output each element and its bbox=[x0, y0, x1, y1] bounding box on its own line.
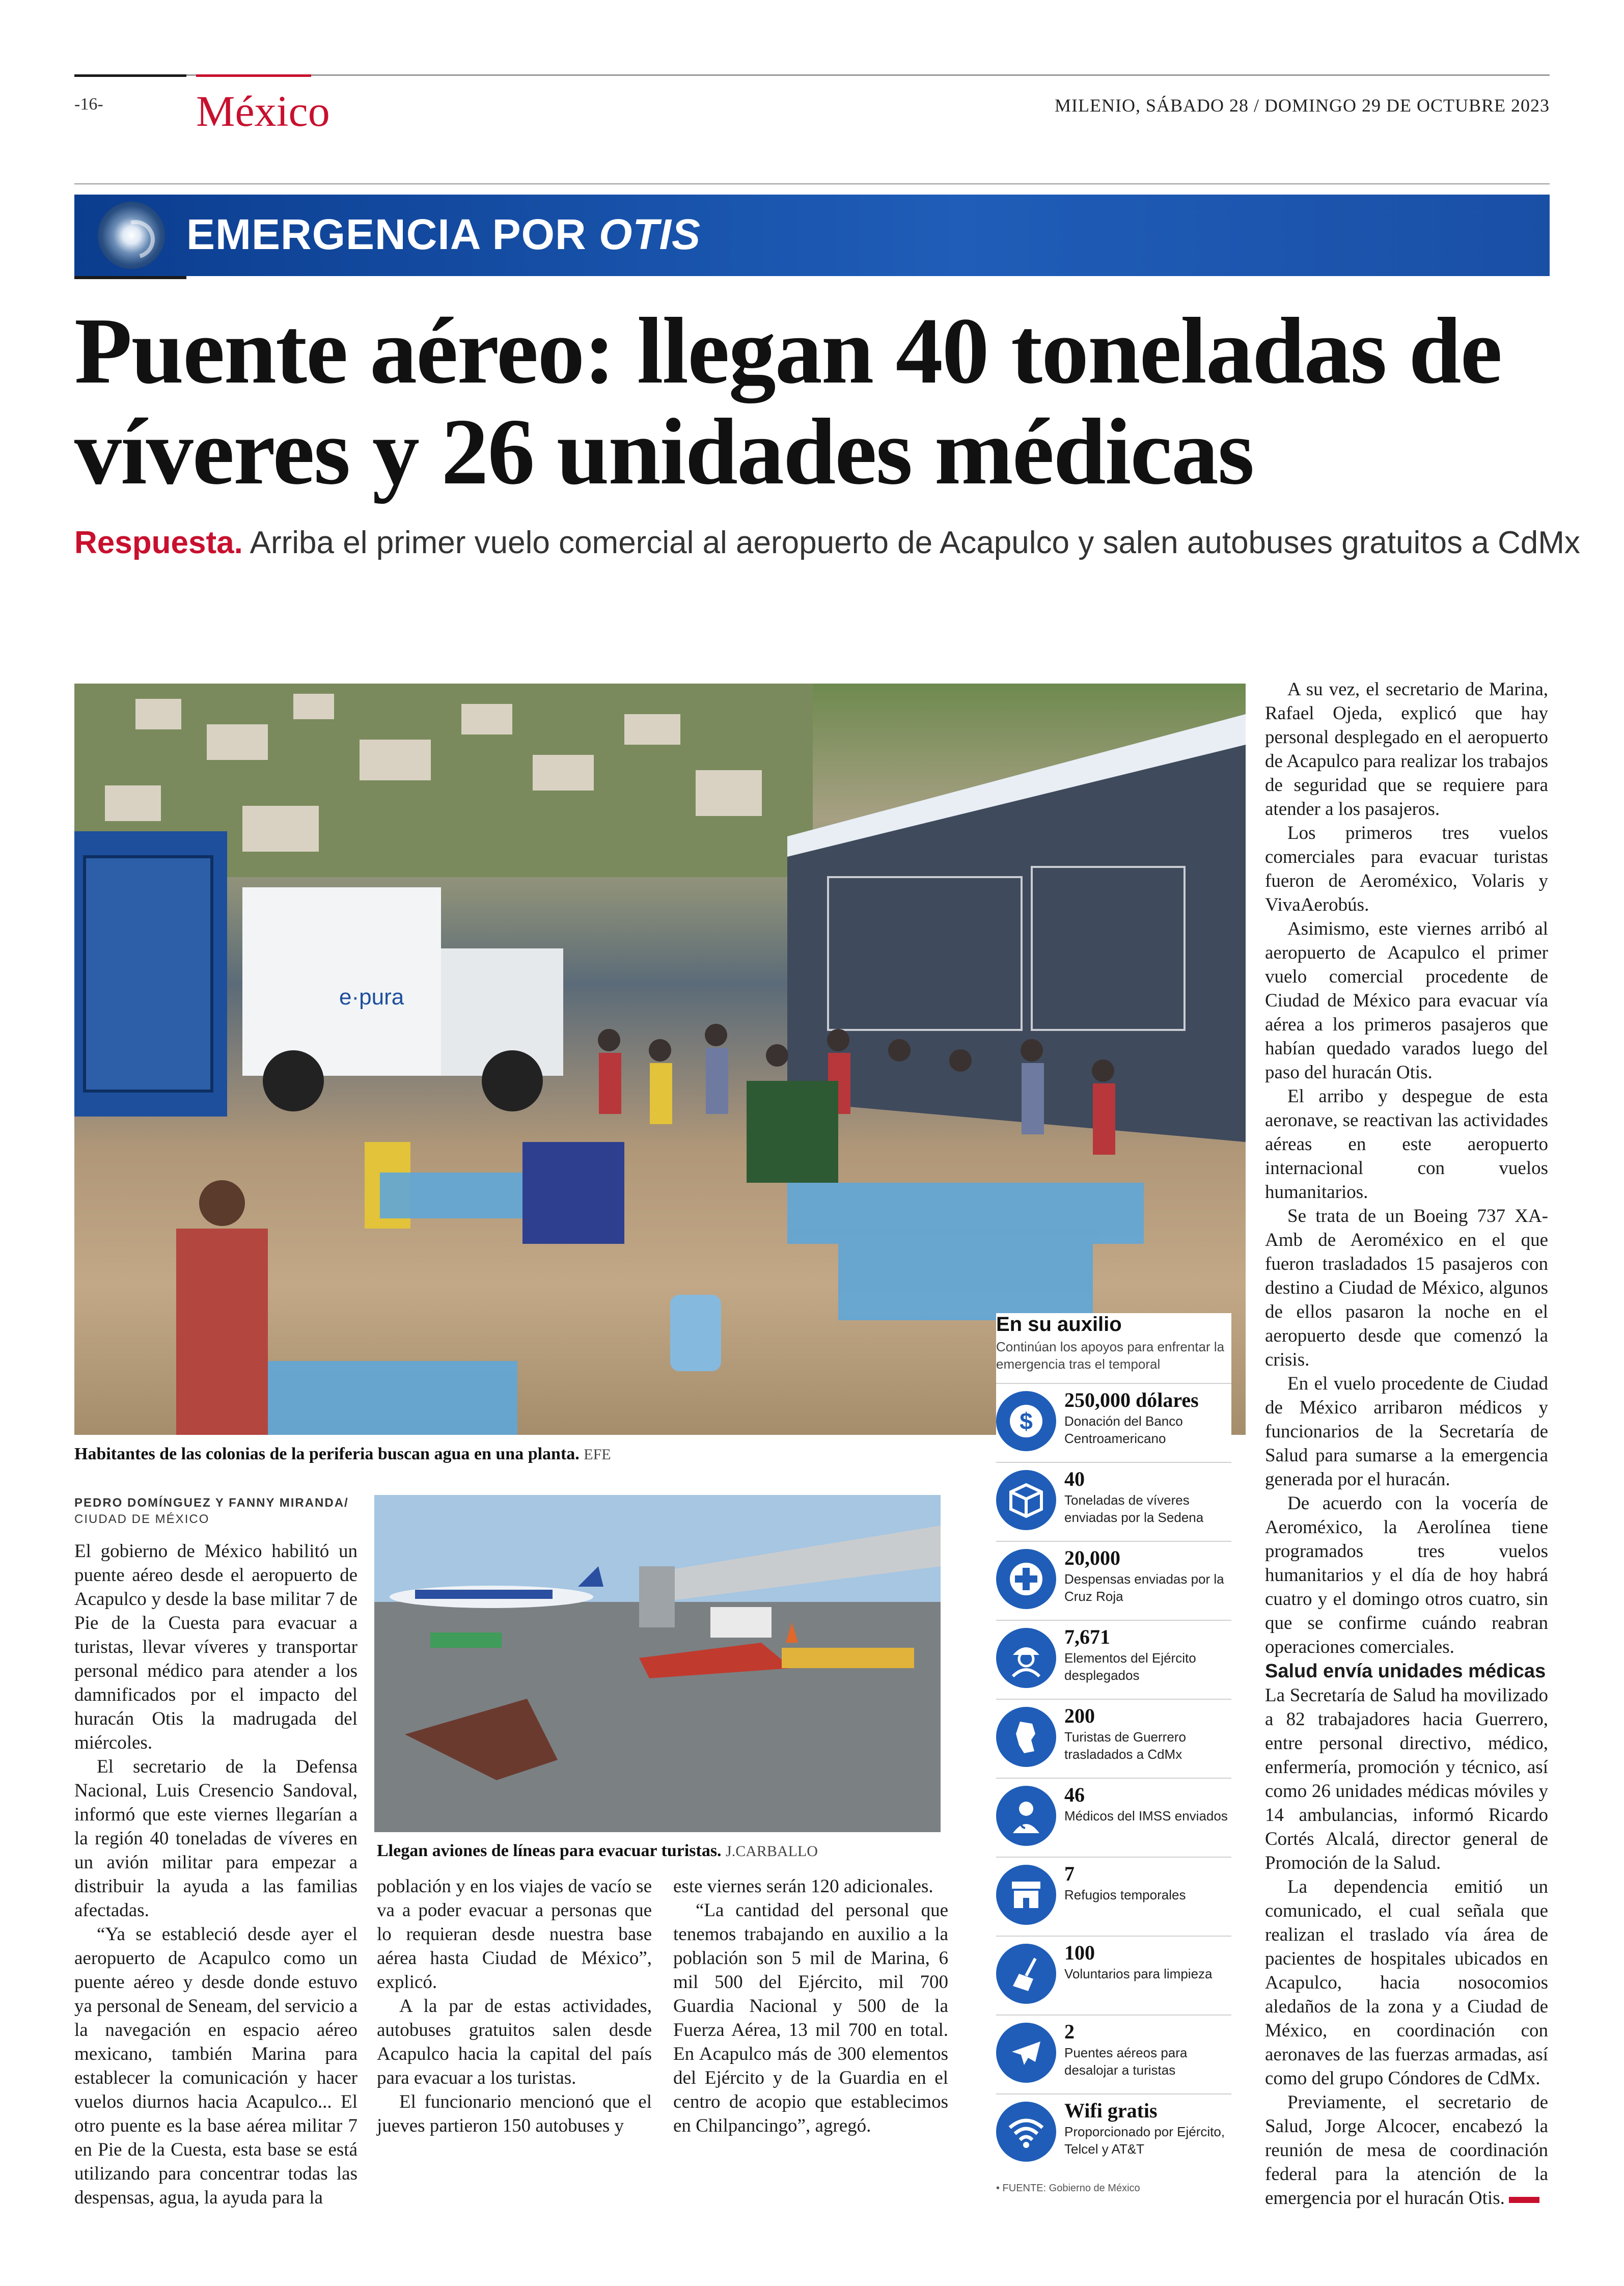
main-caption-credit: EFE bbox=[584, 1446, 611, 1463]
dateline: MILENIO, SÁBADO 28 / DOMINGO 29 DE OCTUBRE 2023 bbox=[1055, 95, 1550, 116]
map-icon bbox=[996, 1707, 1056, 1767]
info-item bbox=[996, 1936, 1231, 2015]
infographic-subtitle: Continúan los apoyos para enfrentar la emergencia tras el temporal bbox=[996, 1339, 1225, 1372]
emergency-banner bbox=[74, 195, 1550, 276]
header-rule bbox=[74, 183, 1550, 184]
paragraph: De acuerdo con la vocería de Aeroméxico, la Aerolínea tiene programados tres vuelos humanitarios y el día de hoy habrá cuatro y el domingo otros cuatro, sin que se confirme cuándo reabran operaciones comerciales. bbox=[1265, 1493, 1548, 1657]
end-mark bbox=[1509, 2197, 1539, 2203]
info-description: Puentes aéreos para desalojar a turistas bbox=[1064, 2045, 1188, 2078]
byline-place: CIUDAD DE MÉXICO bbox=[74, 1512, 210, 1526]
byline: PEDRO DOMÍNGUEZ Y FANNY MIRANDA/ CIUDAD DE MÉXICO bbox=[74, 1496, 349, 1526]
info-number: 2 bbox=[1064, 2020, 1075, 2043]
paragraph: A su vez, el secretario de Marina, Rafael Ojeda, explicó que hay personal desplegado en el aeropuerto de Acapulco para realizar los trabajos de seguridad que se requiere para atender a los pasajeros. bbox=[1265, 679, 1548, 820]
article-column-1 bbox=[74, 1539, 357, 2210]
info-number: 250,000 dólares bbox=[1064, 1389, 1199, 1411]
airport-scene bbox=[374, 1495, 941, 1832]
paragraph-text: Previamente, el secretario de Salud, Jorge Alcocer, encabezó la reunión de mesa de coordinación federal para la atención de la emergencia por el huracán Otis. bbox=[1265, 2092, 1548, 2209]
paragraph: En el vuelo procedente de Ciudad de México arribaron médicos y funcionarios de la Secretaría de Salud para sumarse a la emergencia generada por el huracán. bbox=[1265, 1373, 1548, 1490]
info-description: Refugios temporales bbox=[1064, 1887, 1186, 1902]
paragraph: este viernes serán 120 adicionales. bbox=[673, 1876, 933, 1897]
info-number: 7 bbox=[1064, 1862, 1075, 1885]
info-number: 100 bbox=[1064, 1941, 1095, 1964]
page-number: -16- bbox=[74, 95, 103, 114]
paragraph: El secretario de la Defensa Nacional, Luis Cresencio Sandoval, informó que este viernes llegarían a la región 40 toneladas de víveres en un avión militar para empezar a distribuir la ayuda a las familias afectadas. bbox=[74, 1756, 357, 1921]
info-item bbox=[996, 1462, 1231, 1541]
paragraph: A la par de estas actividades, autobuses gratuitos salen desde Acapulco hacia la capital del país para evacuar a los turistas. bbox=[377, 1996, 652, 2088]
info-item bbox=[996, 1778, 1231, 1857]
top-rule-accent bbox=[196, 74, 311, 77]
paragraph: Se trata de un Boeing 737 XA-Amb de Aeroméxico en el que fueron trasladados 15 pasajeros con destino a Ciudad de México, algunos de ellos pasaron la noche en el aeropuerto desde que comenzó la crisis. bbox=[1265, 1206, 1548, 1370]
info-item bbox=[996, 1620, 1231, 1699]
info-item bbox=[996, 1541, 1231, 1620]
banner-emphasis: OTIS bbox=[598, 210, 701, 258]
banner-underline bbox=[74, 276, 186, 279]
main-photo-caption bbox=[74, 1445, 611, 1464]
airport-photo bbox=[374, 1495, 941, 1832]
paragraph: El gobierno de México habilitó un puente aéreo desde el aeropuerto de Acapulco y desde la base militar 7 de Pie de la Cuesta para evacuar a turistas, llevar víveres y transportar personal médico para atender a los damnificados por el impacto del huracán Otis la madrugada del miércoles. bbox=[74, 1541, 357, 1753]
paragraph: La dependencia emitió un comunicado, el cual señala que realizan el traslado vía área de pacientes de hospitales ubicados en Acapulco, hacia nosocomios aledaños de la zona y a Ciudad de México, en coordinación con aeronaves de las fuerzas armadas, así como del grupo Cóndores de CdMx. bbox=[1265, 1876, 1548, 2089]
box-icon bbox=[996, 1470, 1056, 1530]
info-number: 200 bbox=[1064, 1704, 1095, 1727]
info-description: Turistas de Guerrero trasladados a CdMx bbox=[1064, 1729, 1186, 1762]
soldier-icon bbox=[996, 1628, 1056, 1688]
deck bbox=[74, 525, 1580, 561]
info-description: Proporcionado por Ejército, Telcel y AT&T bbox=[1064, 2124, 1225, 2157]
svg-text:$: $ bbox=[1020, 1408, 1033, 1434]
article-column-2 bbox=[377, 1874, 652, 2138]
hurricane-icon bbox=[98, 202, 165, 269]
info-description: Despensas enviadas por la Cruz Roja bbox=[1064, 1571, 1224, 1604]
info-number: 46 bbox=[1064, 1783, 1085, 1806]
doctor-icon bbox=[996, 1786, 1056, 1846]
wifi-icon bbox=[996, 2102, 1056, 2162]
top-rule-dark bbox=[74, 74, 186, 77]
banner-prefix: EMERGENCIA POR bbox=[186, 210, 587, 258]
paragraph: Asimismo, este viernes arribó al aeropuerto de Acapulco el primer vuelo comercial procedente de Ciudad de México para evacuar vía aérea a los primeros pasajeros que habían quedado varados luego del paso del huracán Otis. bbox=[1265, 918, 1548, 1083]
paragraph: “Ya se estableció desde ayer el aeropuerto de Acapulco como un puente aéreo y desde donde estuvo ya personal de Seneam, del servicio a la navegación en espacio aéreo mexicano, también Marina para establecer la comunicación y hacer vuelos diurnos hacia Acapulco... El otro puente es la base aérea militar 7 en Pie de la Cuesta, esta base se está utilizando para concentrar todas las despensas, agua, la ayuda para la bbox=[74, 1924, 357, 2208]
article-column-3 bbox=[673, 1874, 948, 2138]
infographic-title: En su auxilio bbox=[996, 1313, 1122, 1336]
info-description: Voluntarios para limpieza bbox=[1064, 1966, 1213, 1981]
airport-caption-credit: J.CARBALLO bbox=[726, 1843, 818, 1860]
paragraph: El funcionario mencionó que el jueves partieron 150 autobuses y bbox=[377, 2091, 652, 2136]
article-column-right bbox=[1265, 677, 1548, 2210]
info-description: Toneladas de víveres enviadas por la Sedena bbox=[1064, 1492, 1204, 1525]
info-number: 40 bbox=[1064, 1467, 1085, 1490]
infographic-source: • FUENTE: Gobierno de México bbox=[996, 2183, 1140, 2194]
headline: Puente aéreo: llegan 40 toneladas de víveres y 26 unidades médicas bbox=[74, 298, 1502, 504]
deck-text: Arriba el primer vuelo comercial al aeropuerto de Acapulco y salen autobuses gratuitos a CdMx bbox=[250, 525, 1580, 560]
info-item bbox=[996, 2093, 1231, 2172]
truck-brand-text: e·pura bbox=[339, 985, 404, 1010]
paragraph: El arribo y despegue de esta aeronave, se reactivan las actividades aéreas en este aeropuerto internacional con vuelos humanitarios. bbox=[1265, 1086, 1548, 1203]
dollar-icon bbox=[996, 1391, 1056, 1451]
main-caption-text: Habitantes de las colonias de la periferia buscan agua en una planta. bbox=[74, 1445, 580, 1463]
info-item bbox=[996, 1383, 1231, 1462]
broom-icon bbox=[996, 1944, 1056, 2004]
info-item bbox=[996, 1699, 1231, 1778]
banner-title bbox=[186, 210, 701, 259]
info-description: Médicos del IMSS enviados bbox=[1064, 1808, 1228, 1824]
subhead: Salud envía unidades médicas bbox=[1265, 1661, 1546, 1682]
shelter-icon bbox=[996, 1865, 1056, 1925]
info-description: Donación del Banco Centroamericano bbox=[1064, 1413, 1183, 1446]
infographic-box bbox=[996, 1313, 1231, 2194]
byline-authors: PEDRO DOMÍNGUEZ Y FANNY MIRANDA bbox=[74, 1496, 345, 1510]
airport-photo-caption bbox=[377, 1841, 818, 1861]
info-number: 20,000 bbox=[1064, 1546, 1120, 1569]
info-item bbox=[996, 2015, 1231, 2093]
paragraph: Los primeros tres vuelos comerciales para evacuar turistas fueron de Aeroméxico, Volaris y VivaAerobús. bbox=[1265, 823, 1548, 915]
plane-icon bbox=[996, 2023, 1056, 2083]
info-description: Elementos del Ejército desplegados bbox=[1064, 1650, 1196, 1683]
paragraph: población y en los viajes de vacío se va a poder evacuar a personas que lo requieran desde nuestra base aérea hasta Ciudad de México”, explicó. bbox=[377, 1876, 652, 1993]
airport-caption-text: Llegan aviones de líneas para evacuar turistas. bbox=[377, 1841, 722, 1860]
info-number: 7,671 bbox=[1064, 1625, 1110, 1648]
cross-icon bbox=[996, 1549, 1056, 1609]
paragraph: La Secretaría de Salud ha movilizado a 82 trabajadores hacia Guerrero, entre personal directivo, médico, enfermería, promoción y técnico, así como 26 unidades médicas móviles y 14 ambulancias, informó Ricardo Cortés Alcalá, director general de Promoción de la Salud. bbox=[1265, 1685, 1548, 1873]
info-number: Wifi gratis bbox=[1064, 2099, 1158, 2122]
paragraph: “La cantidad del personal que tenemos trabajando en auxilio a la población son 5 mil de Marina, 6 mil 500 del Ejército, mil 700 Guardia Nacional y 500 de la Fuerza Aérea, 13 mil 700 en total. En Acapulco más de 300 elementos del Ejército y de la Guardia en el centro de acopio que establecimos en Chilpancingo”, agregó. bbox=[673, 1900, 948, 2136]
section-title: México bbox=[196, 87, 330, 135]
paragraph bbox=[1265, 2090, 1548, 2210]
infographic-list bbox=[996, 1383, 1231, 2172]
deck-label: Respuesta. bbox=[74, 525, 243, 560]
info-item bbox=[996, 1857, 1231, 1936]
